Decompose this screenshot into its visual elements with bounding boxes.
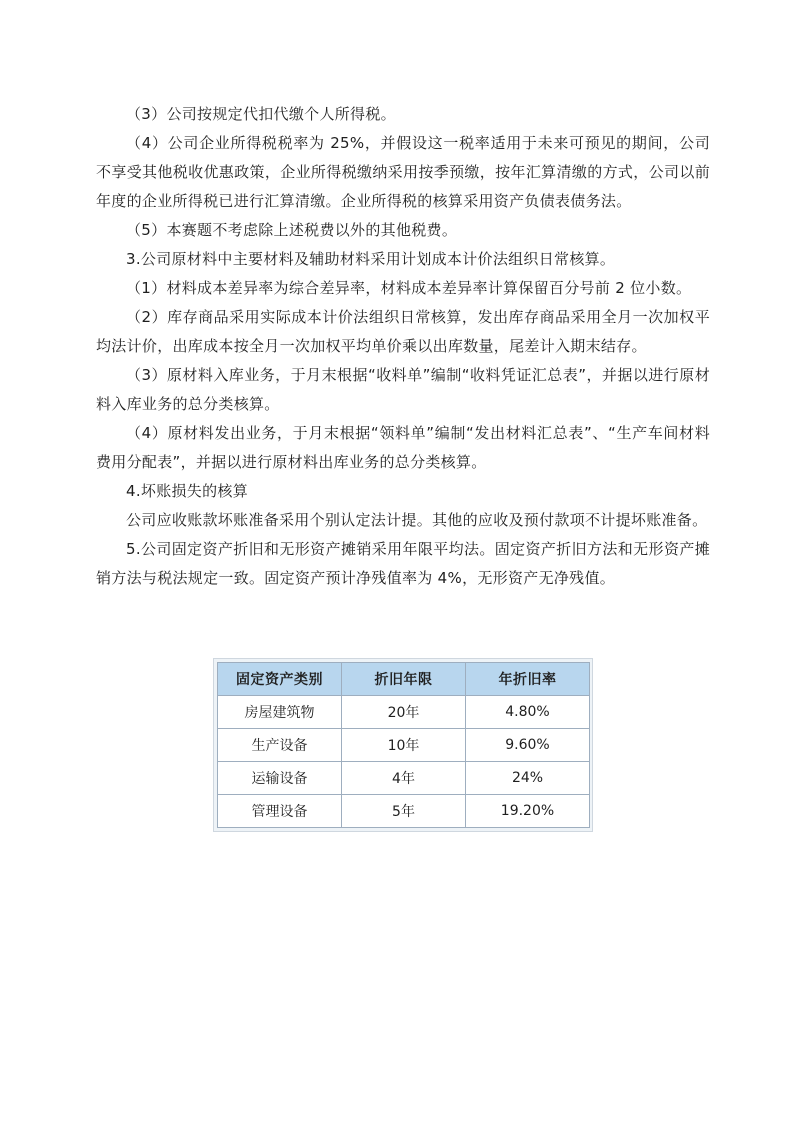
- table-header-row: [218, 663, 590, 696]
- paragraph-material-issue: （4）原材料发出业务，于月末根据“领料单”编制“发出材料汇总表”、“生产车间材料费用分配表”，并据以进行原材料出库业务的总分类核算。: [96, 424, 710, 471]
- paragraph-corporate-income-tax: （4）公司企业所得税税率为 25%，并假设这一税率适用于未来可预见的期间，公司不享受其他税收优惠政策，企业所得税缴纳采用按季预缴，按年汇算清缴的方式，公司以前年度的企业所得税已进行汇算清缴。企业所得税的核算采用资产负债表债务法。: [96, 134, 710, 210]
- paragraph-other-taxes: （5）本赛题不考虑除上述税费以外的其他税费。: [126, 221, 458, 239]
- paragraph-raw-material-accounting: 3.公司原材料中主要材料及辅助材料采用计划成本计价法组织日常核算。: [126, 250, 616, 268]
- header-annual-rate: 年折旧率: [466, 663, 590, 696]
- cell-annual-rate: 19.20%: [466, 795, 590, 828]
- cell-asset-category: 管理设备: [218, 795, 342, 828]
- table-row: [218, 696, 590, 729]
- cell-asset-category: 房屋建筑物: [218, 696, 342, 729]
- paragraph-tax-withholding: （3）公司按规定代扣代缴个人所得税。: [126, 105, 396, 123]
- paragraph-bad-debt-provision: 公司应收账款坏账准备采用个别认定法计提。其他的应收及预付款项不计提坏账准备。: [126, 511, 708, 529]
- cell-depreciation-years: 20年: [342, 696, 466, 729]
- header-asset-category: 固定资产类别: [218, 663, 342, 696]
- paragraph-material-cost-variance: （1）材料成本差异率为综合差异率，材料成本差异率计算保留百分号前 2 位小数。: [126, 279, 692, 297]
- cell-asset-category: 运输设备: [218, 762, 342, 795]
- depreciation-table: [217, 662, 590, 828]
- document-body: [96, 100, 710, 593]
- section-heading-bad-debt: 4.坏账损失的核算: [126, 482, 249, 500]
- paragraph-inventory-valuation: （2）库存商品采用实际成本计价法组织日常核算，发出库存商品采用全月一次加权平均法计价，出库成本按全月一次加权平均单价乘以出库数量，尾差计入期末结存。: [96, 308, 710, 355]
- paragraph-depreciation-policy: 5.公司固定资产折旧和无形资产摊销采用年限平均法。固定资产折旧方法和无形资产摊销方法与税法规定一致。固定资产预计净残值率为 4%，无形资产无净残值。: [96, 540, 710, 587]
- cell-annual-rate: 24%: [466, 762, 590, 795]
- table-row: [218, 729, 590, 762]
- table-row: [218, 762, 590, 795]
- cell-depreciation-years: 5年: [342, 795, 466, 828]
- cell-depreciation-years: 10年: [342, 729, 466, 762]
- paragraph-material-receipt: （3）原材料入库业务，于月末根据“收料单”编制“收料凭证汇总表”，并据以进行原材料入库业务的总分类核算。: [96, 366, 710, 413]
- depreciation-table-frame: [214, 659, 592, 831]
- cell-annual-rate: 9.60%: [466, 729, 590, 762]
- table-row: [218, 795, 590, 828]
- header-depreciation-years: 折旧年限: [342, 663, 466, 696]
- cell-annual-rate: 4.80%: [466, 696, 590, 729]
- cell-depreciation-years: 4年: [342, 762, 466, 795]
- cell-asset-category: 生产设备: [218, 729, 342, 762]
